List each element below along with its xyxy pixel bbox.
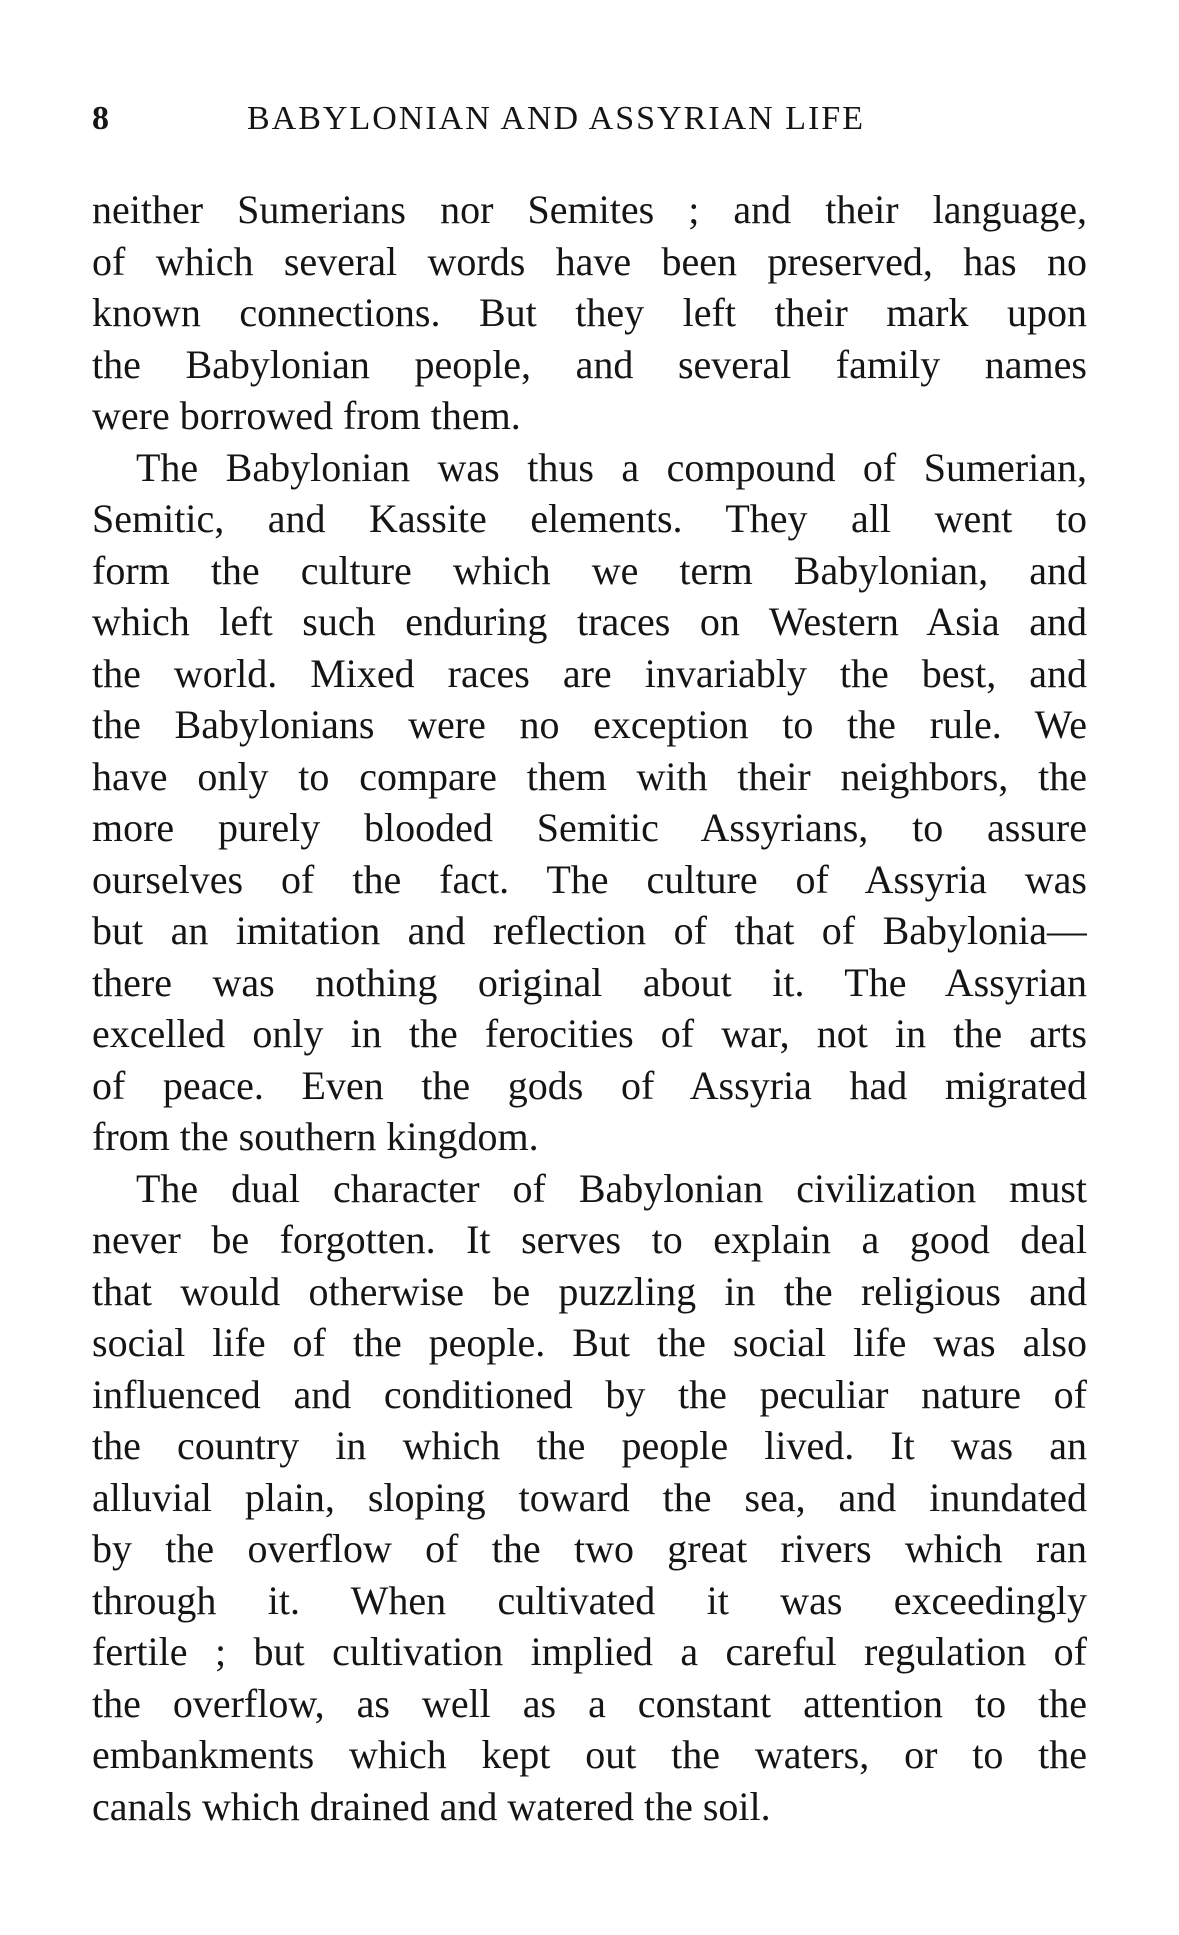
running-title: BABYLONIAN AND ASSYRIAN LIFE (247, 100, 865, 137)
paragraph (92, 184, 1087, 442)
paragraph (92, 1163, 1087, 1833)
text-line: more purely blooded Semitic Assyrians, to assure (92, 805, 1087, 850)
text-line: the Babylonians were no exception to the rule. We (92, 702, 1087, 747)
text-line: never be forgotten. It serves to explain a good deal (92, 1217, 1087, 1262)
text-line: from the southern kingdom. (92, 1114, 539, 1159)
text-line: were borrowed from them. (92, 393, 521, 438)
text-line: the world. Mixed races are invariably the best, and (92, 650, 1087, 696)
text-line: neither Sumerians nor Semites ; and their language, (92, 187, 1087, 232)
text-line: there was nothing original about it. The Assyrian (92, 959, 1087, 1005)
text-line: which left such enduring traces on Western Asia and (92, 599, 1087, 644)
book-page (92, 94, 1087, 1832)
page-number: 8 (92, 100, 110, 137)
body-text (92, 184, 1087, 1832)
text-line: form the culture which we term Babylonian, and (92, 547, 1087, 593)
text-line: fertile ; but cultivation implied a careful regulation of (92, 1629, 1087, 1674)
text-line: ourselves of the fact. The culture of Assyria was (92, 856, 1087, 902)
text-line: but an imitation and reflection of that of Babylonia— (92, 908, 1087, 953)
text-line: known connections. But they left their mark upon (92, 290, 1087, 335)
text-line: influenced and conditioned by the peculiar nature of (92, 1371, 1087, 1417)
text-line: Semitic, and Kassite elements. They all went to (92, 496, 1087, 541)
text-line: by the overflow of the two great rivers which ran (92, 1526, 1087, 1571)
running-head (92, 94, 1087, 144)
text-line: through it. When cultivated it was exceedingly (92, 1577, 1087, 1623)
text-line: excelled only in the ferocities of war, not in the arts (92, 1011, 1087, 1056)
text-line: of which several words have been preserved, has no (92, 238, 1087, 284)
text-line: the country in which the people lived. It was an (92, 1423, 1087, 1468)
text-line: have only to compare them with their neighbors, the (92, 753, 1087, 799)
text-line: The Babylonian was thus a compound of Sumerian, (136, 444, 1087, 490)
text-line: social life of the people. But the social life was also (92, 1320, 1087, 1365)
text-line: alluvial plain, sloping toward the sea, and inundated (92, 1474, 1087, 1520)
text-line: embankments which kept out the waters, or to the (92, 1732, 1087, 1777)
paragraph (92, 442, 1087, 1163)
text-line: that would otherwise be puzzling in the religious and (92, 1268, 1087, 1314)
text-line: canals which drained and watered the soil. (92, 1783, 771, 1829)
text-line: The dual character of Babylonian civilization must (136, 1165, 1087, 1211)
text-line: the overflow, as well as a constant attention to the (92, 1680, 1087, 1726)
text-line: the Babylonian people, and several family names (92, 341, 1087, 387)
text-line: of peace. Even the gods of Assyria had migrated (92, 1062, 1087, 1108)
